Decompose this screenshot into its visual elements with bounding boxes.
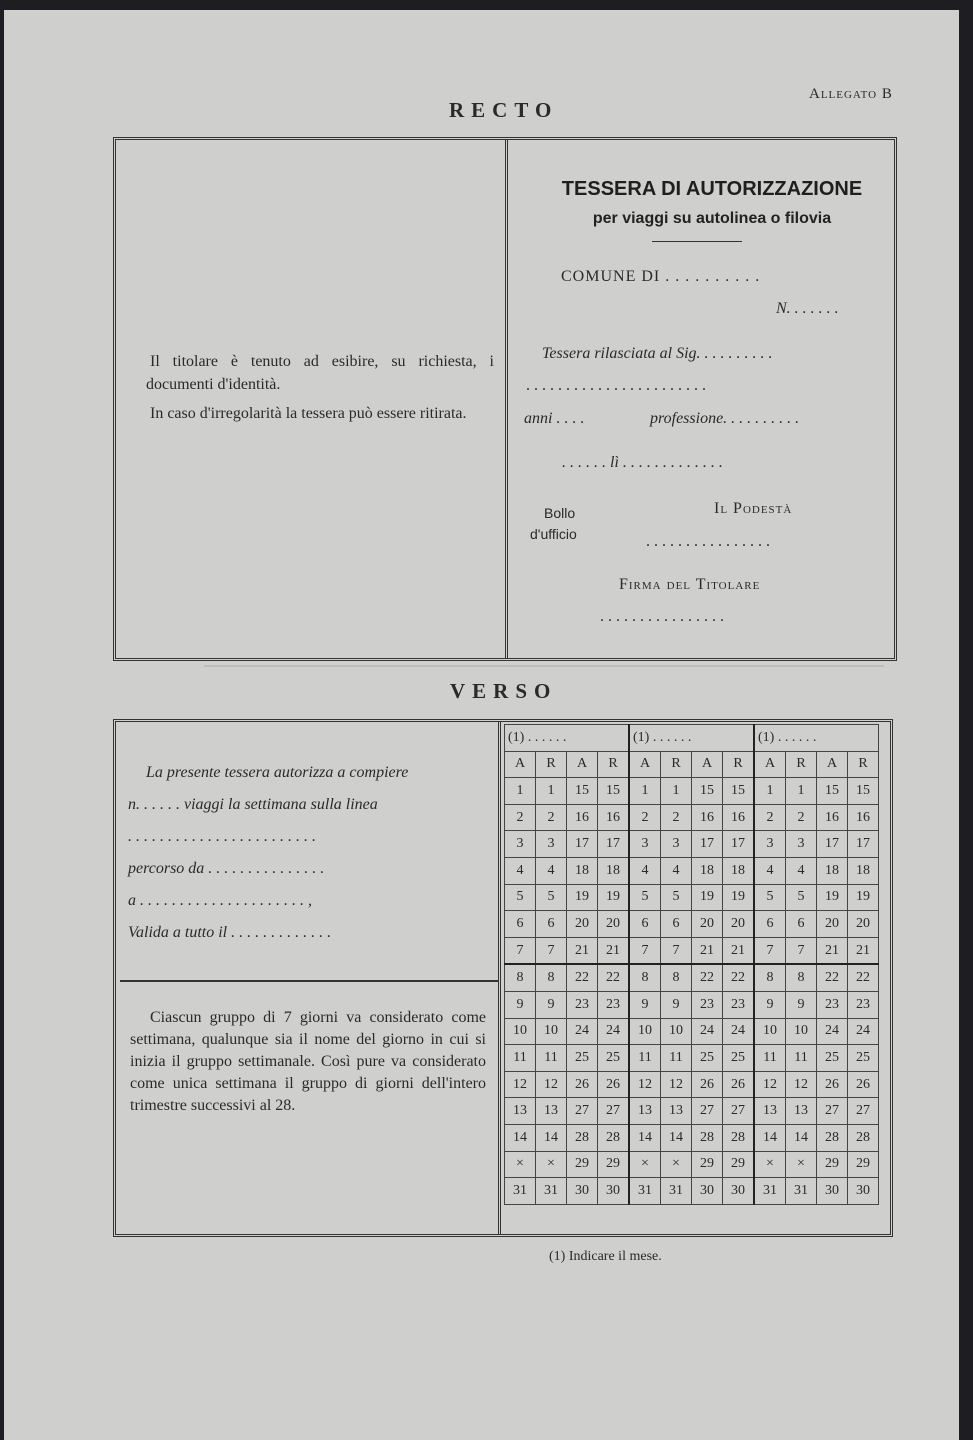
grid-cell: 9 [505,991,536,1018]
grid-cell: 27 [692,1098,723,1125]
grid-row [505,857,879,884]
grid-cell: 29 [848,1151,879,1178]
grid-cell: 15 [848,778,879,805]
grid-cell: 13 [536,1098,567,1125]
recto-card [113,137,897,661]
card-title: TESSERA DI AUTORIZZAZIONE [561,178,863,200]
grid-cell: 14 [536,1124,567,1151]
stamp-label-office: d'ufficio [530,526,577,542]
grid-cell: 17 [723,831,755,858]
grid-cell: 7 [629,937,661,964]
grid-cell: 6 [754,911,786,938]
grid-cell: 25 [848,1045,879,1072]
grid-cell: 11 [536,1045,567,1072]
grid-row [505,1178,879,1205]
grid-row [505,804,879,831]
verso-line-2: n. . . . . . viaggi la settimana sulla linea [128,796,378,813]
grid-cell: 23 [567,991,598,1018]
grid-cell: 2 [536,804,567,831]
grid-cell: 20 [817,911,848,938]
grid-cell: 5 [536,884,567,911]
grid-cell: 14 [505,1124,536,1151]
grid-cell: 18 [817,857,848,884]
grid-cell: 27 [817,1098,848,1125]
grid-cell: 12 [754,1071,786,1098]
card-subtitle: per viaggi su autolinea o filovia [592,210,832,227]
grid-cell: 29 [817,1151,848,1178]
grid-cell: 5 [754,884,786,911]
grid-cell: 26 [692,1071,723,1098]
grid-cell: 5 [629,884,661,911]
grid-cell: 10 [505,1018,536,1045]
grid-cell: 5 [505,884,536,911]
grid-cell: 23 [692,991,723,1018]
grid-cell: 30 [723,1178,755,1205]
grid-cell: 29 [598,1151,630,1178]
grid-cell: 7 [754,937,786,964]
grid-cell: 24 [567,1018,598,1045]
grid-cell: 24 [817,1018,848,1045]
grid-row [505,1045,879,1072]
grid-cell: 29 [567,1151,598,1178]
grid-cell: 4 [505,857,536,884]
grid-cell: 28 [817,1124,848,1151]
grid-header-cell: A [567,751,598,778]
month-field-3: (1) . . . . . . [754,725,879,752]
holder-signature-label: Firma del Titolare [619,576,761,593]
grid-cell: 20 [598,911,630,938]
grid-cell: 2 [505,804,536,831]
grid-row [505,1018,879,1045]
grid-cell: 5 [786,884,817,911]
grid-cell: 10 [536,1018,567,1045]
grid-cell: 21 [692,937,723,964]
grid-cell: 4 [629,857,661,884]
number-field: N. . . . . . . [776,300,839,317]
grid-cell: 14 [661,1124,692,1151]
grid-cell: 18 [723,857,755,884]
grid-cell: 28 [567,1124,598,1151]
grid-cell: 8 [754,964,786,991]
grid-cell: 21 [817,937,848,964]
grid-row [505,884,879,911]
grid-cell: 22 [567,964,598,991]
grid-header-cell: R [536,751,567,778]
grid-cell: 31 [629,1178,661,1205]
grid-cell: 3 [505,831,536,858]
recto-divider [505,140,508,658]
grid-cell: 1 [786,778,817,805]
grid-cell: 17 [848,831,879,858]
notice-paragraph-2: In caso d'irregolarità la tessera può essere ritirata. [150,405,467,422]
grid-cell: 3 [536,831,567,858]
grid-cell: 3 [754,831,786,858]
verso-line-6: Valida a tutto il . . . . . . . . . . . . . [128,924,332,941]
document-page [4,10,959,1440]
grid-cell: 13 [786,1098,817,1125]
comune-field: COMUNE DI . . . . . . . . . . [561,268,761,285]
grid-cell: 1 [661,778,692,805]
grid-cell: 15 [692,778,723,805]
grid-row [505,991,879,1018]
grid-cell: 2 [629,804,661,831]
grid-cell: 16 [723,804,755,831]
grid-cell: 6 [505,911,536,938]
grid-cell: 4 [661,857,692,884]
grid-cell: 2 [786,804,817,831]
grid-cell: 26 [817,1071,848,1098]
grid-cell: 9 [661,991,692,1018]
grid-cell: 2 [754,804,786,831]
grid-row [505,1151,879,1178]
month-row [505,725,879,752]
grid-cell: 1 [754,778,786,805]
grid-cell: 25 [598,1045,630,1072]
grid-cell: 14 [786,1124,817,1151]
grid-cell: 30 [692,1178,723,1205]
grid-cell: 28 [598,1124,630,1151]
grid-cell: 9 [536,991,567,1018]
grid-cell: 10 [754,1018,786,1045]
grid-cell: 19 [598,884,630,911]
grid-cell: 17 [692,831,723,858]
notice-paragraph-1: Il titolare è tenuto ad esibire, su richiesta, i documenti d'identità. [146,353,494,393]
grid-row [505,911,879,938]
grid-cell: 30 [598,1178,630,1205]
grid-cell: 8 [661,964,692,991]
grid-row [505,1071,879,1098]
verso-line-5: a . . . . . . . . . . . . . . . . . . . . . , [128,892,312,909]
grid-cell: 6 [629,911,661,938]
grid-row [505,831,879,858]
grid-cell: 25 [567,1045,598,1072]
grid-header-row [505,751,879,778]
grid-cell: 18 [567,857,598,884]
grid-cell: 20 [692,911,723,938]
trip-grid [504,724,879,1205]
mayor-label: Il Podestà [714,500,793,517]
grid-cell: 23 [723,991,755,1018]
grid-cell: 13 [754,1098,786,1125]
grid-cell: 26 [723,1071,755,1098]
grid-cell: 19 [723,884,755,911]
grid-cell: 28 [723,1124,755,1151]
grid-cell: 27 [567,1098,598,1125]
grid-cell: 21 [723,937,755,964]
week-rule-text: Ciascun gruppo di 7 giorni va considerato come settimana, qualunque sia il nome del giorno in cui si inizia il gruppo settimanale. Così pure va considerato come unica settimana il gruppo di giorni dell'intero trimestre successivi al 28. [130,1009,486,1114]
verso-text-area [116,722,500,1234]
grid-cell: 31 [661,1178,692,1205]
grid-cell: 2 [661,804,692,831]
grid-cell: 4 [536,857,567,884]
grid-cell: × [629,1151,661,1178]
grid-cell: 11 [754,1045,786,1072]
grid-cell: 22 [723,964,755,991]
grid-cell: 28 [848,1124,879,1151]
grid-cell: 9 [754,991,786,1018]
recto-heading: RECTO [449,98,559,122]
grid-cell: × [505,1151,536,1178]
grid-cell: 24 [598,1018,630,1045]
grid-cell: 8 [629,964,661,991]
grid-cell: 7 [786,937,817,964]
grid-cell: 16 [848,804,879,831]
grid-row [505,964,879,991]
grid-cell: 24 [723,1018,755,1045]
grid-cell: 21 [567,937,598,964]
grid-row [505,778,879,805]
grid-header-cell: A [817,751,848,778]
holder-name-field: Tessera rilasciata al Sig. . . . . . . . . . [542,345,773,362]
grid-cell: 30 [567,1178,598,1205]
grid-cell: 26 [598,1071,630,1098]
grid-cell: 12 [505,1071,536,1098]
grid-cell: 18 [848,857,879,884]
grid-cell: 12 [629,1071,661,1098]
grid-cell: 16 [567,804,598,831]
grid-cell: 27 [598,1098,630,1125]
grid-cell: 21 [848,937,879,964]
grid-cell: 9 [629,991,661,1018]
grid-cell: 21 [598,937,630,964]
grid-cell: 8 [786,964,817,991]
grid-cell: 18 [692,857,723,884]
grid-cell: 28 [692,1124,723,1151]
grid-cell: 3 [629,831,661,858]
verso-line-3: . . . . . . . . . . . . . . . . . . . . . . . . [128,828,316,845]
grid-cell: 6 [536,911,567,938]
grid-cell: 20 [848,911,879,938]
grid-header-cell: R [848,751,879,778]
month-field-1: (1) . . . . . . [505,725,630,752]
grid-cell: × [536,1151,567,1178]
grid-cell: 8 [505,964,536,991]
grid-cell: 30 [817,1178,848,1205]
title-rule [652,241,742,242]
grid-cell: 9 [786,991,817,1018]
grid-cell: 20 [723,911,755,938]
grid-cell: 11 [786,1045,817,1072]
grid-cell: 1 [505,778,536,805]
grid-cell: 11 [629,1045,661,1072]
grid-cell: 22 [848,964,879,991]
grid-cell: 3 [786,831,817,858]
grid-cell: 25 [723,1045,755,1072]
grid-cell: × [661,1151,692,1178]
grid-cell: 7 [536,937,567,964]
grid-header-cell: A [754,751,786,778]
holder-name-continuation: . . . . . . . . . . . . . . . . . . . . . . . [526,377,706,394]
grid-cell: 7 [505,937,536,964]
grid-cell: 19 [692,884,723,911]
grid-cell: 16 [817,804,848,831]
verso-line-1: La presente tessera autorizza a compiere [146,764,409,781]
grid-cell: 16 [598,804,630,831]
grid-header-cell: R [661,751,692,778]
grid-header-cell: A [629,751,661,778]
grid-cell: 1 [629,778,661,805]
grid-cell: 19 [817,884,848,911]
grid-cell: 25 [692,1045,723,1072]
grid-cell: 17 [567,831,598,858]
grid-cell: 17 [598,831,630,858]
grid-cell: 13 [505,1098,536,1125]
grid-cell: 12 [536,1071,567,1098]
grid-cell: 11 [505,1045,536,1072]
grid-cell: 3 [661,831,692,858]
grid-cell: 31 [536,1178,567,1205]
mayor-signature-line: . . . . . . . . . . . . . . . . [646,533,770,550]
stamp-label: Bollo [544,505,576,521]
holder-signature-line: . . . . . . . . . . . . . . . . [600,608,724,625]
grid-cell: 10 [786,1018,817,1045]
verso-paragraph [130,1007,486,1117]
grid-cell: 23 [848,991,879,1018]
grid-cell: 15 [598,778,630,805]
grid-cell: 26 [848,1071,879,1098]
profession-field: professione. . . . . . . . . . [650,410,800,427]
age-field: anni . . . . [524,410,585,427]
attachment-label: Allegato B [809,86,893,102]
grid-cell: 18 [598,857,630,884]
grid-row [505,1124,879,1151]
grid-cell: 12 [661,1071,692,1098]
grid-cell: 6 [661,911,692,938]
grid-cell: × [754,1151,786,1178]
grid-header-cell: R [786,751,817,778]
grid-cell: 6 [786,911,817,938]
grid-cell: 24 [848,1018,879,1045]
grid-header-cell: R [598,751,630,778]
verso-card [113,719,893,1237]
verso-heading: VERSO [450,679,558,703]
grid-cell: 27 [848,1098,879,1125]
grid-cell: 23 [817,991,848,1018]
grid-cell: 13 [661,1098,692,1125]
grid-cell: 10 [629,1018,661,1045]
grid-cell: 10 [661,1018,692,1045]
grid-cell: 25 [817,1045,848,1072]
grid-cell: 29 [723,1151,755,1178]
grid-cell: 8 [536,964,567,991]
grid-cell: 7 [661,937,692,964]
grid-cell: 26 [567,1071,598,1098]
verso-separator [120,980,498,982]
grid-cell: 12 [786,1071,817,1098]
grid-cell: 14 [754,1124,786,1151]
grid-cell: 16 [692,804,723,831]
grid-cell: 24 [692,1018,723,1045]
grid-cell: 15 [817,778,848,805]
fold-line [204,665,884,667]
grid-cell: × [786,1151,817,1178]
grid-cell: 22 [598,964,630,991]
grid-cell: 22 [817,964,848,991]
date-place-field: . . . . . . lì . . . . . . . . . . . . . [562,454,723,471]
grid-cell: 20 [567,911,598,938]
grid-cell: 19 [848,884,879,911]
grid-cell: 13 [629,1098,661,1125]
grid-cell: 29 [692,1151,723,1178]
grid-header-cell: R [723,751,755,778]
grid-cell: 15 [567,778,598,805]
recto-notice [146,350,494,431]
month-field-2: (1) . . . . . . [629,725,754,752]
grid-row [505,937,879,964]
grid-cell: 31 [754,1178,786,1205]
grid-cell: 5 [661,884,692,911]
grid-cell: 15 [723,778,755,805]
grid-cell: 31 [505,1178,536,1205]
grid-cell: 31 [786,1178,817,1205]
grid-cell: 4 [786,857,817,884]
grid-cell: 11 [661,1045,692,1072]
grid-cell: 14 [629,1124,661,1151]
footnote: (1) Indicare il mese. [549,1249,662,1264]
grid-cell: 22 [692,964,723,991]
grid-cell: 17 [817,831,848,858]
grid-cell: 27 [723,1098,755,1125]
grid-header-cell: A [692,751,723,778]
grid-header-cell: A [505,751,536,778]
grid-cell: 19 [567,884,598,911]
grid-cell: 30 [848,1178,879,1205]
verso-line-4: percorso da . . . . . . . . . . . . . . . [128,860,325,877]
grid-row [505,1098,879,1125]
grid-cell: 23 [598,991,630,1018]
grid-cell: 1 [536,778,567,805]
grid-cell: 4 [754,857,786,884]
